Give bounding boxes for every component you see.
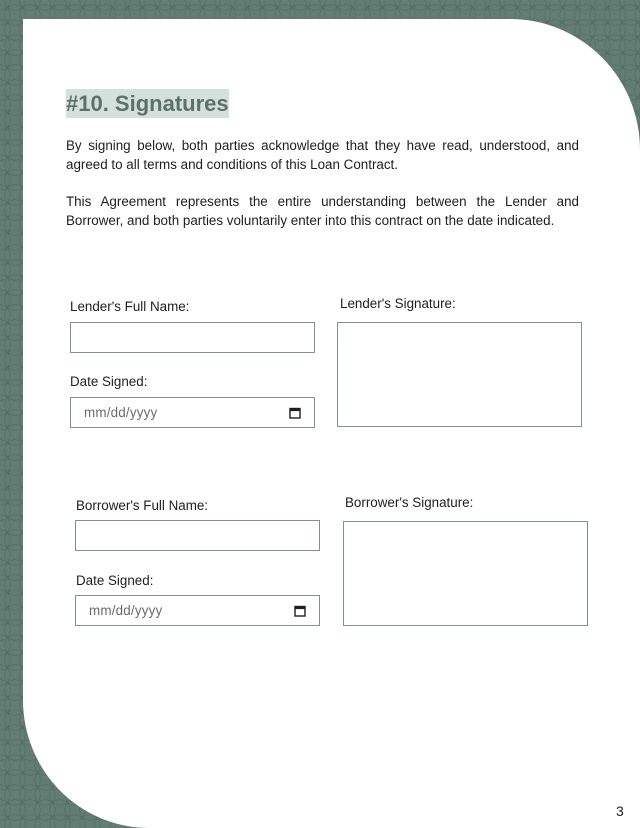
calendar-icon[interactable] bbox=[294, 605, 306, 617]
lender-signature-box[interactable] bbox=[337, 322, 582, 427]
agreement-paragraph: This Agreement represents the entire understanding between the Lender and Borrower, and both parties voluntarily enter into this contract on the date indicated. bbox=[66, 194, 579, 228]
intro-paragraph: By signing below, both parties acknowledge that they have read, understood, and agreed to all terms and conditions of this Loan Contract. bbox=[66, 138, 579, 172]
borrower-name-input[interactable] bbox=[75, 520, 320, 551]
lender-name-input[interactable] bbox=[70, 322, 315, 353]
lender-name-label: Lender's Full Name: bbox=[70, 299, 190, 314]
borrower-date-input[interactable] bbox=[75, 595, 320, 626]
borrower-signature-label: Borrower's Signature: bbox=[345, 495, 474, 510]
page-number: 3 bbox=[616, 803, 624, 819]
calendar-icon[interactable] bbox=[289, 407, 301, 419]
borrower-signature-box[interactable] bbox=[343, 521, 588, 626]
section-heading: #10. Signatures bbox=[66, 91, 229, 116]
lender-signature-label: Lender's Signature: bbox=[340, 296, 456, 311]
lender-date-input[interactable] bbox=[70, 397, 315, 428]
borrower-name-label: Borrower's Full Name: bbox=[76, 498, 209, 513]
lender-date-placeholder: mm/dd/yyyy bbox=[84, 405, 158, 420]
lender-date-label: Date Signed: bbox=[70, 374, 148, 389]
borrower-date-placeholder: mm/dd/yyyy bbox=[89, 603, 163, 618]
borrower-date-label: Date Signed: bbox=[76, 573, 154, 588]
